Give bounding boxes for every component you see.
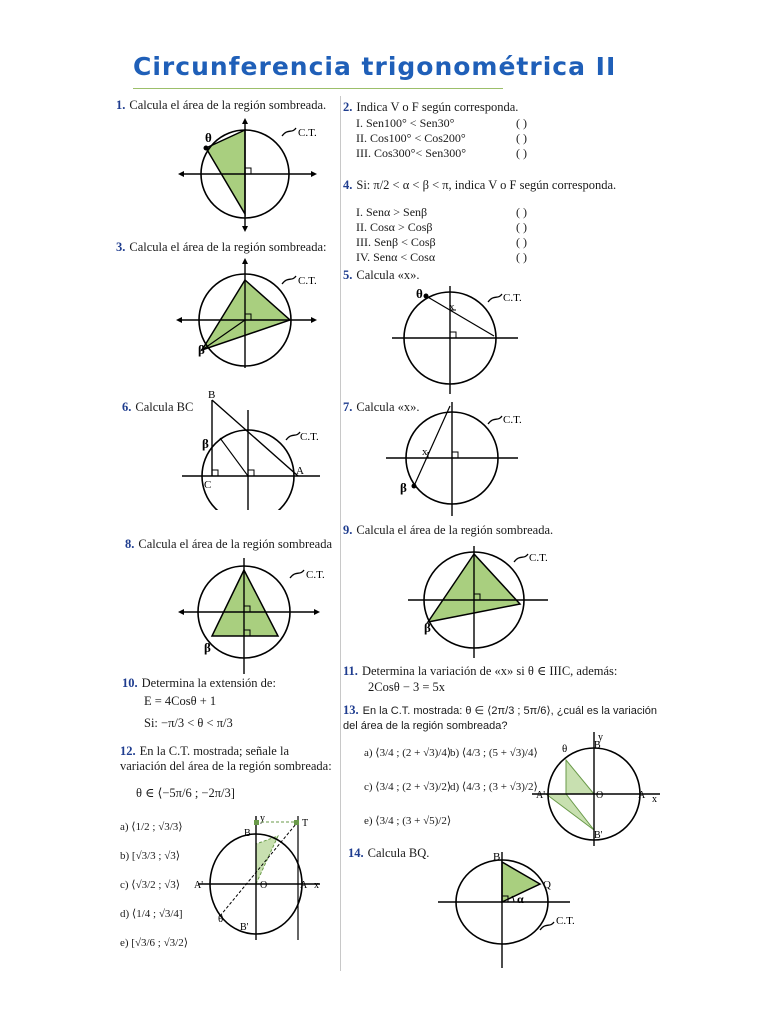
question-9 (343, 523, 553, 538)
question-12-condition: θ ∈ ⟨−5π/6 ; −2π/3] (136, 786, 235, 800)
shaded-region (206, 130, 245, 214)
question-text: Calcula el área de la región sombreada: (129, 240, 327, 254)
statement-row (356, 146, 576, 161)
question-1 (116, 98, 326, 113)
option-b: b) [√3/3 ; √3⟩ (120, 850, 181, 862)
point-a-label: A (638, 790, 646, 801)
option-e: e) ⟨3/4 ; (3 + √5)/2⟩ (364, 815, 452, 827)
point-b-label: B (594, 740, 601, 751)
statement-row (356, 250, 576, 265)
question-text: Calcula el área de la región sombreada (138, 537, 333, 551)
question-12 (120, 744, 335, 774)
theta-label: θ (218, 913, 224, 925)
alpha-label: α (517, 892, 524, 906)
statement: IV. Senα < Cosα (356, 250, 436, 264)
option-a: a) ⟨3/4 ; (2 + √3)/4⟩ (364, 747, 452, 759)
x-axis-label: x (314, 880, 319, 891)
statement-row (356, 131, 576, 146)
option-e: e) [√3/6 ; √3/2⟩ (120, 937, 188, 949)
point-marker (294, 820, 299, 825)
ct-pointer (514, 554, 528, 562)
origin-label: O (260, 880, 268, 891)
question-number: 8. (125, 537, 135, 551)
point-b-prime-label: B' (240, 922, 249, 933)
arrow-icon (178, 171, 184, 177)
question-text: Calcula «x». (356, 268, 420, 282)
question-4 (343, 178, 616, 193)
ct-label: C.T. (503, 414, 522, 426)
beta-label: β (424, 620, 431, 635)
column-divider (340, 96, 341, 971)
question-number: 1. (116, 98, 126, 112)
point-a-prime-label: A' (536, 790, 546, 801)
arrow-icon (311, 317, 317, 323)
question-text: Determina la variación de «x» si θ ∈ IIIC, además: (361, 664, 618, 678)
question-13-options-right (450, 746, 538, 814)
question-number: 10. (122, 676, 138, 690)
question-number: 3. (116, 240, 126, 254)
question-number: 2. (343, 100, 353, 114)
ct-pointer (488, 294, 502, 302)
ct-label: C.T. (556, 915, 575, 927)
ct-pointer (282, 276, 296, 284)
point-b-label: B (493, 851, 501, 863)
question-number: 6. (122, 400, 132, 414)
point-marker (254, 820, 259, 825)
arrow-icon (242, 118, 248, 124)
option-d: d) ⟨4/3 ; (3 + √3)/2⟩ (450, 781, 538, 793)
point-q-label: Q (543, 879, 551, 891)
option-c: c) ⟨3/4 ; (2 + √3)/2⟩ (364, 781, 452, 793)
option-d: d) ⟨1/4 ; √3/4] (120, 908, 183, 920)
right-angle-mark (450, 332, 456, 338)
arrow-icon (242, 258, 248, 264)
figure-q7 (384, 400, 540, 518)
question-text: Calcula el área de la región sombreada. (356, 523, 554, 537)
statement: III. Senβ < Cosβ (356, 235, 436, 249)
theta-label: θ (416, 286, 423, 301)
question-10-expression: E = 4Cosθ + 1 (144, 694, 217, 708)
point-b-prime-label: B' (594, 830, 603, 841)
shaded-region (212, 570, 278, 636)
question-8 (125, 537, 332, 552)
statement-row (356, 116, 576, 131)
radius-line (220, 438, 248, 476)
point (204, 146, 209, 151)
ct-label: C.T. (298, 275, 317, 287)
point-a-prime-label: A' (194, 880, 204, 891)
figure-q3 (170, 258, 340, 368)
ct-pointer (290, 570, 304, 578)
question-number: 7. (343, 400, 353, 414)
ct-label: C.T. (298, 127, 317, 139)
question-10-condition: Si: −π/3 < θ < π/3 (144, 716, 233, 730)
theta-label: θ (205, 130, 212, 145)
statement: I. Sen100° < Sen30° (356, 116, 455, 130)
question-11-expression: 2Cosθ − 3 = 5x (368, 680, 446, 694)
theta-label: θ (562, 743, 568, 755)
answer-blank[interactable]: ( ) (516, 116, 527, 130)
question-text: Determina la extensión de: (141, 676, 276, 690)
x-label: x (449, 301, 455, 313)
figure-q8 (178, 556, 340, 676)
question-12-options (120, 820, 188, 965)
y-axis-label: y (260, 813, 265, 824)
ct-label: C.T. (529, 552, 548, 564)
shaded-region (256, 836, 278, 884)
ct-label: C.T. (300, 431, 319, 443)
question-10 (122, 676, 276, 691)
statement: II. Cos100° < Cos200° (356, 131, 466, 145)
answer-blank[interactable]: ( ) (516, 131, 527, 145)
point-t-label: T (302, 818, 309, 829)
question-3 (116, 240, 327, 255)
beta-label: β (204, 640, 211, 655)
point-b-label: B (208, 390, 216, 401)
shaded-region (546, 794, 594, 830)
question-4-items (356, 205, 576, 265)
secant-line (426, 296, 494, 336)
x-axis-label: x (652, 794, 657, 805)
question-2-items (356, 116, 576, 161)
question-2 (343, 100, 518, 115)
question-text: Calcula «x». (356, 400, 420, 414)
figure-q9 (406, 544, 566, 660)
page-title: Circunferencia trigonométrica II (133, 52, 617, 81)
answer-blank[interactable]: ( ) (516, 220, 527, 234)
question-11 (343, 664, 617, 679)
title-underline (133, 88, 503, 89)
option-c: c) ⟨√3/2 ; √3⟩ (120, 879, 181, 891)
figure-q6 (180, 390, 340, 510)
question-text: Calcula BC (135, 400, 194, 414)
x-label: x (422, 446, 428, 458)
ct-pointer (286, 432, 300, 440)
question-text: Indica V o F según corresponda. (356, 100, 519, 114)
figure-q14 (436, 848, 596, 970)
right-angle-mark (245, 168, 251, 174)
question-text: En la C.T. mostrada: θ ∈ ⟨2π/3 ; 5π/6⟩, ¿cuál es la variación del área de la región sombreada? (343, 705, 658, 732)
question-text: Calcula BQ. (367, 846, 430, 860)
statement-row (356, 205, 576, 220)
question-number: 5. (343, 268, 353, 282)
answer-blank[interactable]: ( ) (516, 205, 527, 219)
option-b: b) ⟨4/3 ; (5 + √3)/4⟩ (450, 747, 538, 759)
point (412, 484, 417, 489)
answer-blank[interactable]: ( ) (516, 250, 527, 264)
figure-q1 (170, 118, 340, 238)
question-13-options-left (364, 746, 452, 848)
right-angle-mark (212, 470, 218, 476)
statement-row (356, 220, 576, 235)
question-number: 4. (343, 178, 353, 192)
statement: I. Senα > Senβ (356, 205, 428, 219)
ct-pointer (282, 128, 296, 136)
point-b-label: B (244, 828, 251, 839)
ct-pointer (488, 416, 502, 424)
ct-label: C.T. (503, 292, 522, 304)
question-5 (343, 268, 420, 283)
origin-label: O (596, 790, 604, 801)
figure-q13 (528, 730, 668, 846)
secant-line (414, 406, 450, 486)
figure-q5 (390, 284, 540, 396)
figure-q12 (190, 812, 340, 942)
question-text: Si: π/2 < α < β < π, indica V o F según corresponda. (356, 178, 617, 192)
statement: III. Cos300°< Sen300° (356, 146, 467, 160)
tangent-line (212, 400, 298, 476)
y-axis-label: y (598, 732, 603, 743)
ct-label: C.T. (306, 569, 325, 581)
answer-blank[interactable]: ( ) (516, 146, 527, 160)
point-a-label: A (300, 880, 308, 891)
beta-label: β (400, 480, 407, 495)
right-angle-mark (248, 470, 254, 476)
question-number: 12. (120, 744, 136, 758)
beta-label: β (198, 342, 205, 357)
arrow-icon (242, 226, 248, 232)
question-number: 11. (343, 664, 358, 678)
answer-blank[interactable]: ( ) (516, 235, 527, 249)
point-c-label: C (204, 479, 212, 491)
shaded-region (566, 760, 594, 794)
question-number: 9. (343, 523, 353, 537)
arrow-icon (178, 609, 184, 615)
statement: II. Cosα > Cosβ (356, 220, 433, 234)
point (424, 294, 429, 299)
question-14 (348, 846, 429, 861)
question-text: Calcula el área de la región sombreada. (129, 98, 327, 112)
question-text: En la C.T. mostrada; señale la variación del área de la región sombreada: (120, 744, 332, 773)
right-angle-mark (452, 452, 458, 458)
point-a-label: A (296, 465, 304, 477)
shaded-region (202, 280, 290, 350)
arrow-icon (176, 317, 182, 323)
beta-label: β (202, 436, 209, 451)
arrow-icon (311, 171, 317, 177)
question-number: 13. (343, 703, 359, 717)
statement-row (356, 235, 576, 250)
option-a: a) ⟨1/2 ; √3/3⟩ (120, 821, 183, 833)
question-number: 14. (348, 846, 364, 860)
arrow-icon (314, 609, 320, 615)
